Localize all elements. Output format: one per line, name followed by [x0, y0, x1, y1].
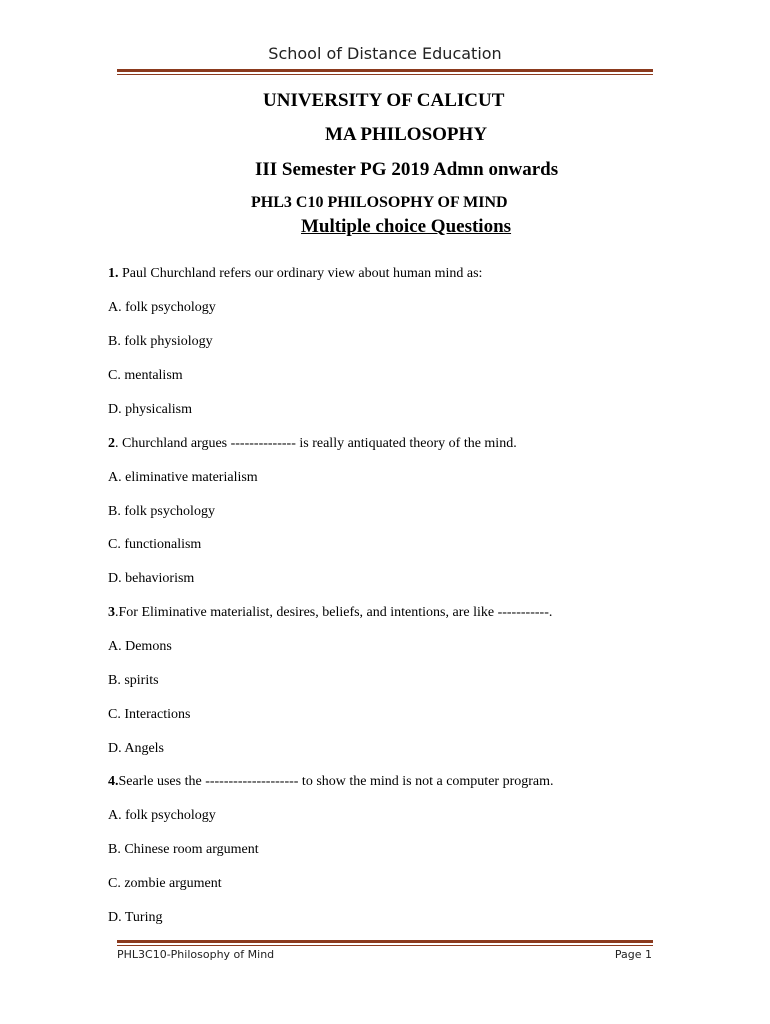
- q4-option-d: D. Turing: [108, 910, 163, 925]
- course-heading: PHL3 C10 PHILOSOPHY OF MIND: [251, 194, 508, 211]
- q3-option-d: D. Angels: [108, 741, 164, 756]
- question-text: Searle uses the -------------------- to show the mind is not a computer program.: [118, 774, 554, 789]
- section-heading: Multiple choice Questions: [301, 216, 512, 237]
- q1-option-c: C. mentalism: [108, 368, 183, 383]
- footer-rule-thin: [117, 945, 653, 946]
- q3-option-c: C. Interactions: [108, 707, 191, 722]
- footer-course: PHL3C10-Philosophy of Mind: [117, 948, 275, 961]
- question-number: 1.: [108, 266, 119, 281]
- q2-option-b: B. folk psychology: [108, 504, 215, 519]
- q4-option-c: C. zombie argument: [108, 876, 222, 891]
- q3-option-a: A. Demons: [108, 639, 172, 654]
- semester-heading: III Semester PG 2019 Admn onwards: [255, 159, 559, 180]
- header-rule-thin: [117, 74, 653, 75]
- page-header-title: School of Distance Education: [268, 44, 502, 63]
- question-3: [108, 605, 552, 621]
- q2-option-a: A. eliminative materialism: [108, 470, 258, 485]
- question-text: . Churchland argues -------------- is really antiquated theory of the mind.: [115, 436, 517, 451]
- university-heading: UNIVERSITY OF CALICUT: [263, 90, 505, 111]
- q4-option-a: A. folk psychology: [108, 808, 216, 823]
- q3-option-b: B. spirits: [108, 673, 159, 688]
- q1-option-b: B. folk physiology: [108, 334, 213, 349]
- q2-option-c: C. functionalism: [108, 537, 202, 552]
- question-1: [108, 266, 482, 282]
- question-2: [108, 436, 517, 452]
- q1-option-d: D. physicalism: [108, 402, 192, 417]
- q1-option-a: A. folk psychology: [108, 300, 216, 315]
- question-number: 2: [108, 436, 115, 451]
- question-text: .For Eliminative materialist, desires, beliefs, and intentions, are like -----------.: [115, 605, 553, 620]
- question-4: [108, 774, 554, 790]
- question-text: Paul Churchland refers our ordinary view about human mind as:: [118, 266, 483, 281]
- q4-option-b: B. Chinese room argument: [108, 842, 259, 857]
- footer-rule-thick: [117, 940, 653, 943]
- question-number: 3: [108, 605, 115, 620]
- footer-page-number: Page 1: [614, 948, 652, 961]
- q2-option-d: D. behaviorism: [108, 571, 195, 586]
- header-rule-thick: [117, 69, 653, 72]
- question-number: 4.: [108, 774, 119, 789]
- programme-heading: MA PHILOSOPHY: [325, 124, 488, 145]
